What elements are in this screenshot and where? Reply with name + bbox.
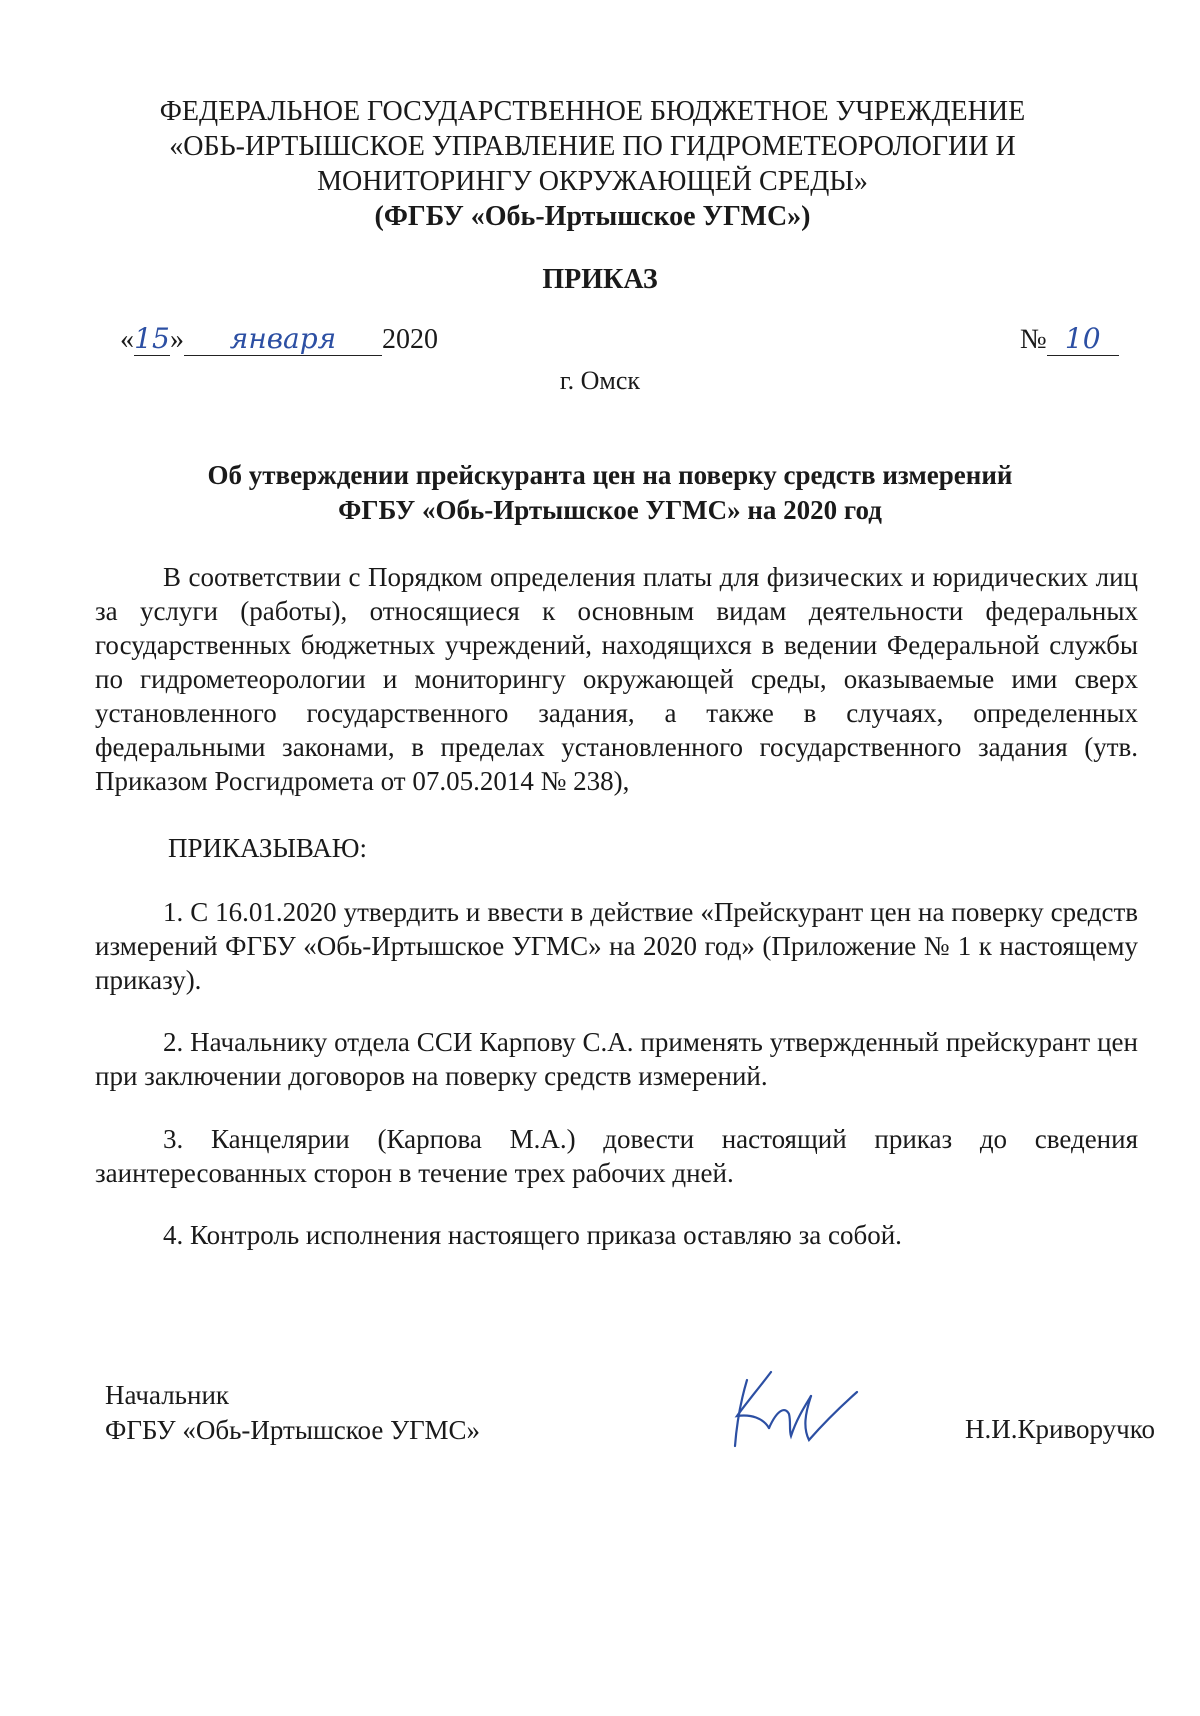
number-value-handwritten: 10 — [1047, 322, 1119, 356]
organization-header — [120, 94, 1065, 234]
order-item-2: 2. Начальнику отдела ССИ Карпову С.А. применять утвержденный прейскурант цен при заключении договоров на поверку средств измерений. — [95, 1027, 1138, 1091]
handwritten-signature — [725, 1366, 860, 1456]
order-date — [120, 322, 438, 356]
date-day-handwritten: 15 — [134, 322, 170, 355]
order-subject — [160, 458, 1060, 528]
preamble-paragraph: В соответствии с Порядком определения платы для физических и юридических лиц за услуги (работы), относящиеся к основным видам деятельности федеральных государственных бюджетных учреждений, находящихся в ведении Федеральной службы по гидрометеорологии и мониторингу окружающей среды, оказываемые ими сверх установленного государственного задания, а также в случаях, определенных федеральными законами, в пределах установленного государственного задания (утв. Приказом Росгидромета от 07.05.2014 № 238), — [95, 562, 1138, 796]
date-number-row — [120, 322, 1120, 364]
date-month-handwritten: января — [184, 322, 382, 356]
date-close-quote: » — [170, 324, 184, 355]
signature-block — [105, 1378, 1155, 1498]
order-item-3: 3. Канцелярии (Карпова М.А.) довести настоящий приказ до сведения заинтересованных сторон в течение трех рабочих дней. — [95, 1124, 1138, 1188]
date-year: 2020 — [382, 324, 438, 355]
signer-organization: ФГБУ «Обь-Иртышское УГМС» — [105, 1415, 480, 1445]
city: г. Омск — [559, 366, 641, 395]
signer-title — [105, 1378, 480, 1448]
org-short-name: (ФГБУ «Обь-Иртышское УГМС») — [374, 201, 811, 232]
org-name-line-1: ФЕДЕРАЛЬНОЕ ГОСУДАРСТВЕННОЕ БЮДЖЕТНОЕ УЧРЕЖДЕНИЕ — [159, 96, 1026, 127]
org-name-line-3: МОНИТОРИНГУ ОКРУЖАЮЩЕЙ СРЕДЫ» — [317, 166, 868, 197]
subject-line-2: ФГБУ «Обь-Иртышское УГМС» на 2020 год — [338, 495, 882, 525]
order-item-4: 4. Контроль исполнения настоящего приказа оставляю за собой. — [163, 1220, 902, 1250]
order-number — [1020, 322, 1119, 356]
date-open-quote: « — [120, 324, 134, 355]
subject-line-1: Об утверждении прейскуранта цен на поверку средств измерений — [207, 460, 1013, 490]
signer-name: Н.И.Криворучко — [965, 1414, 1155, 1444]
orders-label: ПРИКАЗЫВАЮ: — [168, 833, 367, 863]
org-name-line-2: «ОБЬ-ИРТЫШСКОЕ УПРАВЛЕНИЕ ПО ГИДРОМЕТЕОРОЛОГИИ И — [169, 131, 1016, 162]
order-item-1: 1. С 16.01.2020 утвердить и ввести в действие «Прейскурант цен на поверку средств измерений ФГБУ «Обь-Иртышское УГМС» на 2020 год» (Приложение № 1 к настоящему приказу). — [95, 897, 1138, 995]
signer-position: Начальник — [105, 1380, 230, 1410]
number-label: № — [1020, 324, 1047, 355]
document-type-title: ПРИКАЗ — [542, 264, 658, 295]
